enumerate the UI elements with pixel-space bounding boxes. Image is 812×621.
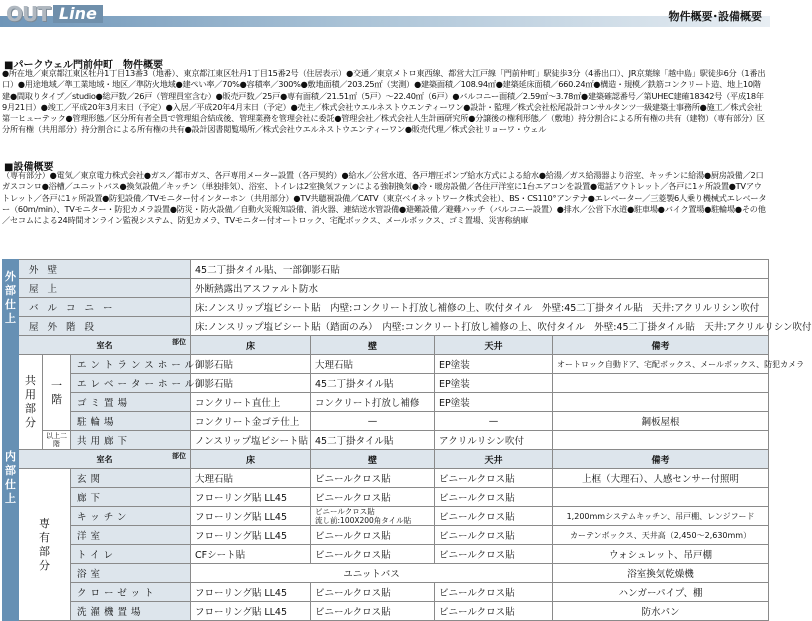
wall-header: 壁 xyxy=(311,336,435,355)
merged-cell: ユニットバス xyxy=(191,564,553,583)
logo-out-text: OUT xyxy=(6,2,50,26)
floor-cell: 大理石貼 xyxy=(191,469,311,488)
page-title: 物件概要･設備概要 xyxy=(668,10,762,23)
floor-cell: 御影石貼 xyxy=(191,355,311,374)
page-header xyxy=(0,0,770,28)
floor-cell: フローリング貼 LL45 xyxy=(191,488,311,507)
ceiling-cell: ビニールクロス貼 xyxy=(435,602,553,621)
facilities-text: （専有部分）●電気／東京電力株式会社●ガス／都市ガス、各戸専用メーター設置（各戸契約）●給水／公営水道、各戸増圧ポンプ給水方式による給水●給湯／ガス給湯器より浴室、キッチンに給湯●厨房設備／2口ガスコンロ●浴槽／ユニットバス●換気設備／キッチン（単独排気）、浴室、トイレは2室換気ファンによる強制換気●冷・暖房設備／各住戸洋室に1台エアコンを設置●電話アウトレット／各戸に1ヶ所設置●TVアウトレット／各戸に1ヶ所設置●防犯設備／TVモニター付インターホン（共用部分）●TV共聴視設備／CATV（東京ベイネットワーク株式会社）、BS・CS110°アンテナ●エレベーター／三菱製6人乗り機械式エレベーター（60m/min）、TVモニター・防犯カメラ設置●防災・防火設備／自動火災報知設備、消火器、連結送水管設備●避難設備／避難ハッチ（バルコニー設置）●排水／公営下水道●駐車場●バイク置場●駐輪場●その他／セコムによる24時間オンライン監視システム、防犯カメラ、TVモニター付オートロック、宅配ボックス、メールボックス、ゴミ置場、災害称納庫 xyxy=(2,170,767,226)
room-part-header xyxy=(19,450,191,469)
private-label: 専 有 部 分 xyxy=(19,469,71,621)
first-floor-label: 一 階 xyxy=(43,355,71,431)
room-name: 玄関 xyxy=(71,469,191,488)
remarks-cell xyxy=(553,393,769,412)
room-name: キッチン xyxy=(71,507,191,526)
exterior-part: 屋上 xyxy=(19,279,191,298)
ceiling-cell: — xyxy=(435,412,553,431)
remarks-cell: 浴室換気乾燥機 xyxy=(553,564,769,583)
remarks-cell: オートロック自動ドア、宅配ボックス、メールボックス、防犯カメラ xyxy=(553,355,769,374)
remarks-cell xyxy=(553,488,769,507)
wall-cell: — xyxy=(311,412,435,431)
floor-cell: フローリング貼 LL45 xyxy=(191,602,311,621)
wall-cell: ビニールクロス貼 xyxy=(311,545,435,564)
remarks-cell: カーテンボックス、天井高（2,450～2,630mm） xyxy=(553,526,769,545)
exterior-value: 床:ノンスリップ塩ビシート貼（踏面のみ） 内壁:コンクリート打放し補修の上、吹付タイル 外壁:45二丁掛タイル貼 天井:アクリルリシン吹付 xyxy=(191,317,769,336)
ceiling-cell: EP塗装 xyxy=(435,393,553,412)
room-name: 共用廊下 xyxy=(71,431,191,450)
room-name: 駐輪場 xyxy=(71,412,191,431)
finish-table xyxy=(2,259,812,621)
remarks-cell: ウォシュレット、吊戸棚 xyxy=(553,545,769,564)
floor-cell: CFシート貼 xyxy=(191,545,311,564)
room-name: ゴミ置場 xyxy=(71,393,191,412)
remarks-header: 備考 xyxy=(553,336,769,355)
part-header: 部位 xyxy=(172,452,187,460)
ceiling-cell: ビニールクロス貼 xyxy=(435,488,553,507)
room-name: 洋室 xyxy=(71,526,191,545)
floor-cell: フローリング貼 LL45 xyxy=(191,507,311,526)
outline-logo xyxy=(6,2,103,26)
part-header: 部位 xyxy=(172,338,187,346)
floor-cell: コンクリート直仕上 xyxy=(191,393,311,412)
floor-cell: フローリング貼 LL45 xyxy=(191,526,311,545)
wall-cell: ビニールクロス貼 xyxy=(311,469,435,488)
remarks-cell xyxy=(553,374,769,393)
overview-text: ●所在地／東京都江東区牡丹1丁目13番3（地番）、東京都江東区牡丹1丁目15番2号（住居表示）●交通／東京メトロ東西線、都営大江戸線「門前仲町」駅徒歩3分（4番出口）、JR京葉線「越中島」駅徒歩6分（1番出口）●用途地域／準工業地域・地区／準防火地域●建ぺい率／70%●容積率／300%●敷地面積／203.25㎡（実測）●建築面積／108.94㎡●建築延床面積／660.24㎡●構造・規模／鉄筋コンクリート造、地上10階建●間取りタイプ／studio●総戸数／26戸（管理員室含む）●販売戸数／25戸●専有面積／21.51㎡（5戸）～22.40㎡（6戸）●バルコニー面積／2.59㎡～3.78㎡●建築確認番号／第UHEC建確18342号（平成18年9月21日）●竣工／平成20年3月末日（予定）●入居／平成20年4月末日（予定）●売主／株式会社ウエルネストウエンティーワン●設計・監理／株式会社松尾設計コンサルタンツ一級建築士事務所●施工／株式会社第一ヒューテック●管理形態／区分所有者全員で管理組合結成後、管理業務を管理会社に委託●管理会社／株式会社人生計画研究所●分譲後の権利形態／（敷地）持分割合による所有権の共有（建物）（専有部分）区分所有権（共用部分）持分割合による所有権の共有●設計図書閲覧場所／株式会社ウエルネストウエンティーワン●販売代理／株式会社リョーワ・ウェル xyxy=(2,68,766,135)
room-name: エントランスホール xyxy=(71,355,191,374)
floor-header: 床 xyxy=(191,336,311,355)
room-name: トイレ xyxy=(71,545,191,564)
overview-title: ■パークウェル門前仲町 物件概要 xyxy=(4,60,164,71)
room-name: 洗濯機置場 xyxy=(71,602,191,621)
room-name: エレベーターホール xyxy=(71,374,191,393)
remarks-cell xyxy=(553,431,769,450)
room-name: クローゼット xyxy=(71,583,191,602)
exterior-part: 屋外階段 xyxy=(19,317,191,336)
common-label: 共 用 部 分 xyxy=(19,355,43,450)
wall-cell: ビニールクロス貼 xyxy=(311,526,435,545)
ceiling-cell: ビニールクロス貼 xyxy=(435,545,553,564)
remarks-header: 備考 xyxy=(553,450,769,469)
facilities-title: ■設備概要 xyxy=(4,162,54,173)
room-name: 浴室 xyxy=(71,564,191,583)
ceiling-cell: EP塗装 xyxy=(435,355,553,374)
room-name: 廊下 xyxy=(71,488,191,507)
wall-cell: ビニールクロス貼 xyxy=(311,602,435,621)
remarks-cell: 防水パン xyxy=(553,602,769,621)
wall-cell: 大理石貼 xyxy=(311,355,435,374)
room-header: 室名 xyxy=(96,340,113,350)
ceiling-header: 天井 xyxy=(435,336,553,355)
remarks-cell: ハンガーパイプ、棚 xyxy=(553,583,769,602)
ceiling-cell: ビニールクロス貼 xyxy=(435,507,553,526)
remarks-cell: 上框（大理石）、人感センサー付照明 xyxy=(553,469,769,488)
floor-cell: 御影石貼 xyxy=(191,374,311,393)
logo-line-text: Line xyxy=(53,5,103,23)
exterior-value: 床:ノンスリップ塩ビシート貼 内壁:コンクリート打放し補修の上、吹付タイル 外壁:45二丁掛タイル貼 天井:アクリルリシン吹付 xyxy=(191,298,769,317)
exterior-value: 45二丁掛タイル貼、一部御影石貼 xyxy=(191,260,769,279)
remarks-cell: 1,200mmシステムキッチン、吊戸棚、レンジフード xyxy=(553,507,769,526)
floor-header: 床 xyxy=(191,450,311,469)
ceiling-cell: アクリルリシン吹付 xyxy=(435,431,553,450)
exterior-value: 外断熱露出アスファルト防水 xyxy=(191,279,769,298)
wall-header: 壁 xyxy=(311,450,435,469)
ceiling-cell: ビニールクロス貼 xyxy=(435,469,553,488)
room-part-header xyxy=(19,336,191,355)
floor-cell: フローリング貼 LL45 xyxy=(191,583,311,602)
exterior-part: 外壁 xyxy=(19,260,191,279)
ceiling-header: 天井 xyxy=(435,450,553,469)
above-2f-label: 以上二階 xyxy=(43,431,71,450)
wall-cell: コンクリート打放し補修 xyxy=(311,393,435,412)
floor-cell: ノンスリップ塩ビシート貼 xyxy=(191,431,311,450)
wall-cell: ビニールクロス貼 流し前:100X200角タイル貼 xyxy=(311,507,435,526)
remarks-cell: 鋼板屋根 xyxy=(553,412,769,431)
floor-cell: コンクリート金ゴテ仕上 xyxy=(191,412,311,431)
wall-cell: 45二丁掛タイル貼 xyxy=(311,431,435,450)
wall-cell: 45二丁掛タイル貼 xyxy=(311,374,435,393)
header-bar xyxy=(0,16,770,27)
ceiling-cell: ビニールクロス貼 xyxy=(435,583,553,602)
interior-label: 内 部 仕 上 xyxy=(3,336,19,621)
room-header: 室名 xyxy=(96,454,113,464)
exterior-label: 外 部 仕 上 xyxy=(3,260,19,336)
ceiling-cell: ビニールクロス貼 xyxy=(435,526,553,545)
ceiling-cell: EP塗装 xyxy=(435,374,553,393)
wall-cell: ビニールクロス貼 xyxy=(311,488,435,507)
exterior-part: バルコニー xyxy=(19,298,191,317)
wall-cell: ビニールクロス貼 xyxy=(311,583,435,602)
